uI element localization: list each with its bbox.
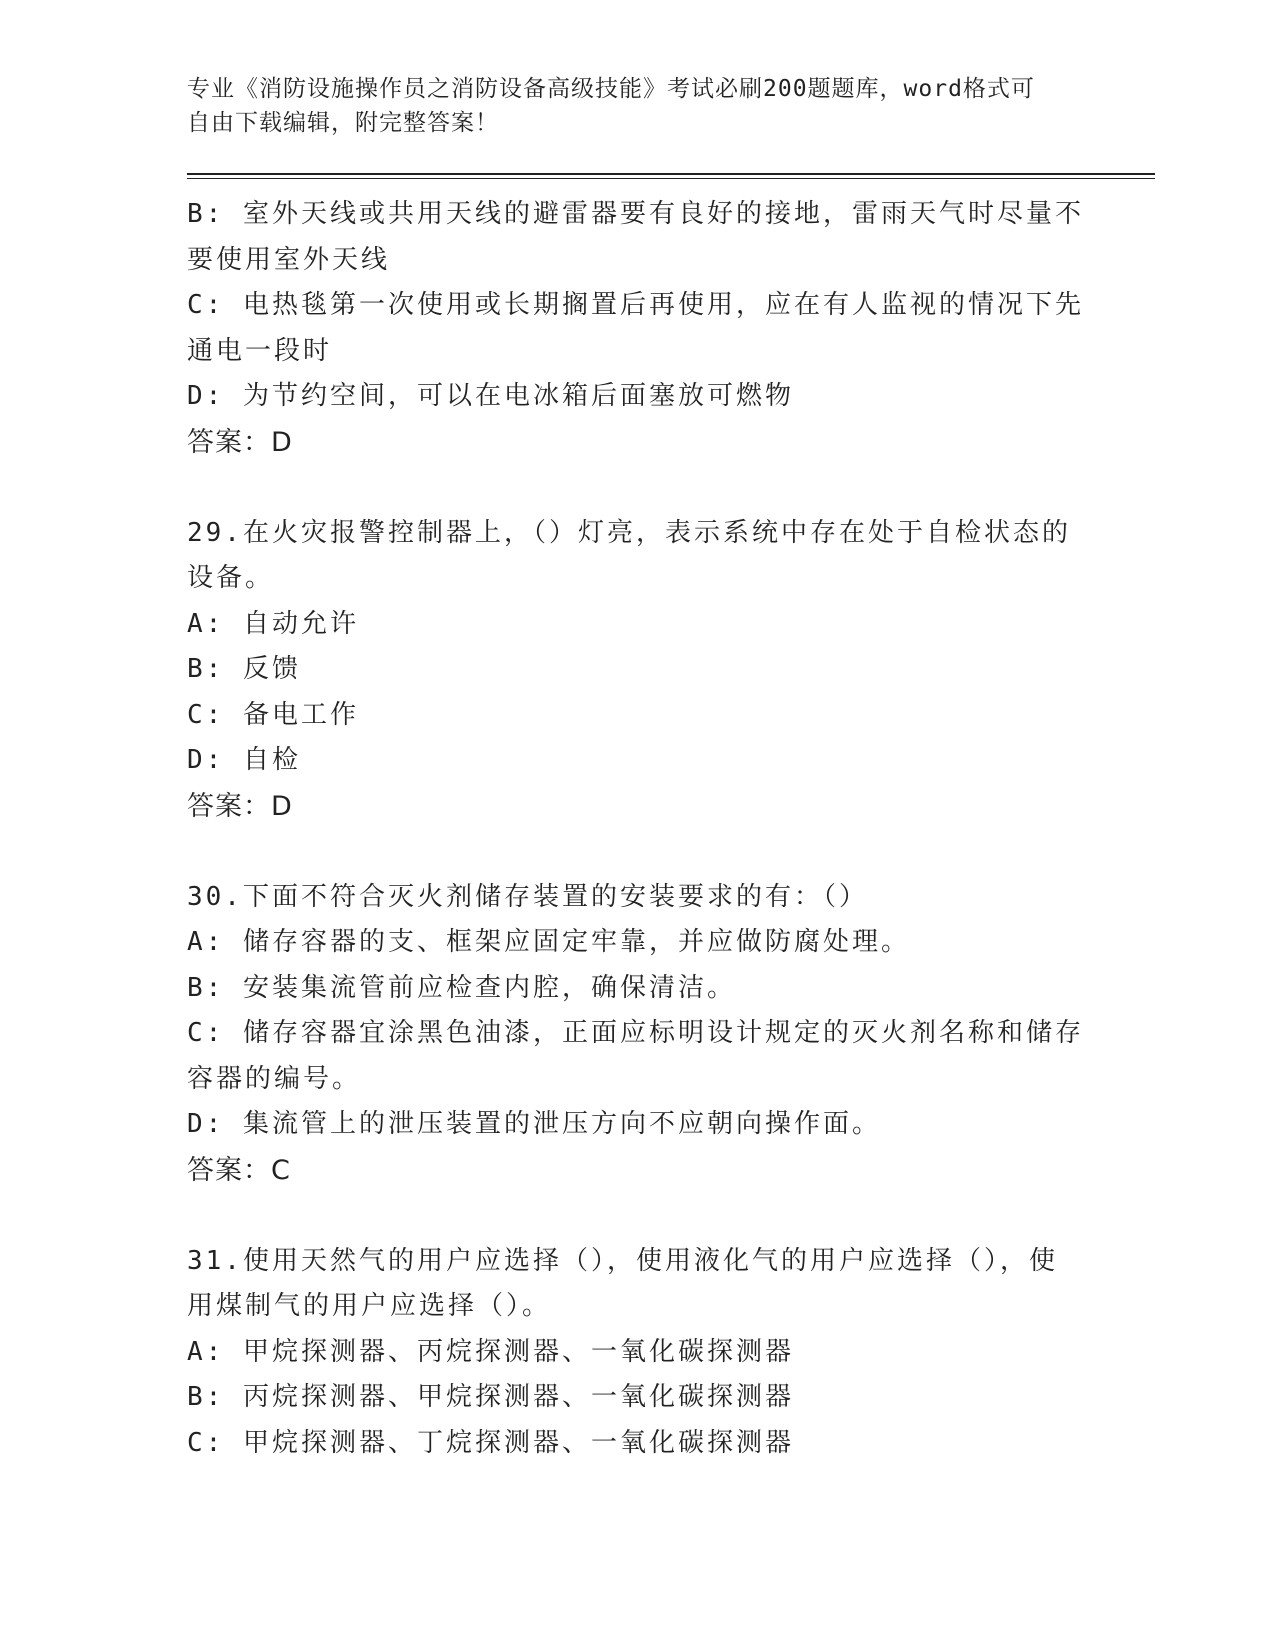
option-a: A: 储存容器的支、框架应固定牢靠，并应做防腐处理。: [187, 927, 910, 957]
option-c-line-1: C: 储存容器宜涂黑色油漆，正面应标明设计规定的灭火剂名称和储存: [187, 1018, 1084, 1048]
option-b: B: 反馈: [187, 654, 301, 684]
question-30: [187, 875, 1087, 1194]
answer-29: 答案：D: [187, 790, 293, 822]
option-d: D: 为节约空间，可以在电冰箱后面塞放可燃物: [187, 381, 794, 411]
option-c: C: 甲烷探测器、丁烷探测器、一氧化碳探测器: [187, 1427, 794, 1458]
option-d: D: 自检: [187, 745, 301, 775]
question-29-stem-line-1: 29.在火灾报警控制器上，（）灯亮，表示系统中存在处于自检状态的: [187, 517, 1071, 548]
option-a: A: 甲烷探测器、丙烷探测器、一氧化碳探测器: [187, 1336, 794, 1367]
header-divider-top: [187, 173, 1155, 175]
question-29: [187, 511, 1087, 830]
option-c-line-1: C: 电热毯第一次使用或长期搁置后再使用，应在有人监视的情况下先: [187, 290, 1084, 320]
question-28-tail: [187, 192, 1087, 465]
document-header: [187, 72, 1067, 140]
spacer: [187, 1193, 1087, 1239]
question-30-stem: 30.下面不符合灭火剂储存装置的安装要求的有：（）: [187, 881, 868, 912]
question-31-stem-line-2: 用煤制气的用户应选择（）。: [187, 1291, 552, 1321]
option-c: C: 备电工作: [187, 699, 359, 730]
option-d: D: 集流管上的泄压装置的泄压方向不应朝向操作面。: [187, 1109, 881, 1139]
spacer: [187, 829, 1087, 875]
header-title-line-2: 自由下载编辑，附完整答案！: [187, 110, 499, 136]
option-a: A: 自动允许: [187, 608, 359, 639]
question-31-stem-line-1: 31.使用天然气的用户应选择（），使用液化气的用户应选择（），使: [187, 1245, 1058, 1276]
spacer: [187, 465, 1087, 511]
option-b: B: 安装集流管前应检查内腔，确保清洁。: [187, 972, 736, 1003]
header-title-line-1: 专业《消防设施操作员之消防设备高级技能》考试必刷200题题库，word格式可: [187, 76, 1035, 102]
header-divider-bottom: [187, 178, 1155, 179]
question-31: [187, 1239, 1087, 1467]
question-29-stem-line-2: 设备。: [187, 563, 275, 593]
answer-28: 答案：D: [187, 426, 293, 458]
option-c-line-2: 通电一段时: [187, 335, 333, 366]
option-b-line-2: 要使用室外天线: [187, 244, 391, 275]
option-c-line-2: 容器的编号。: [187, 1063, 362, 1094]
question-content: [187, 192, 1087, 1466]
option-b-line-1: B: 室外天线或共用天线的避雷器要有良好的接地，雷雨天气时尽量不: [187, 199, 1084, 229]
answer-30: 答案：C: [187, 1154, 291, 1186]
option-b: B: 丙烷探测器、甲烷探测器、一氧化碳探测器: [187, 1382, 794, 1412]
